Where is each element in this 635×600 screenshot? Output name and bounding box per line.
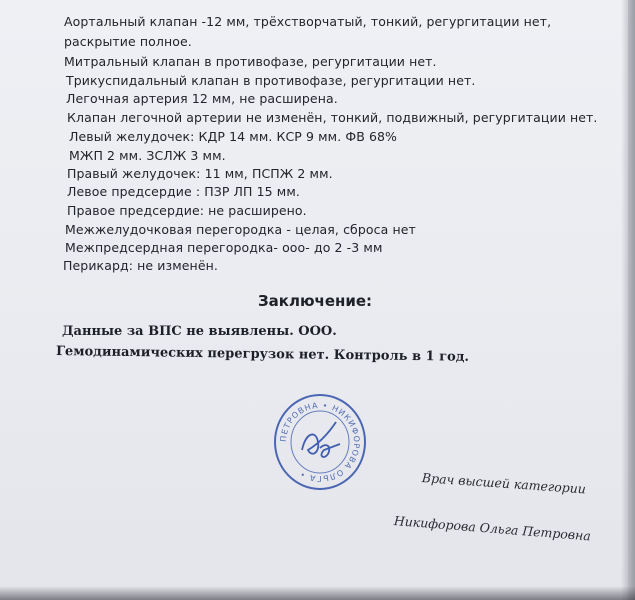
report-line: Клапан легочной артерии не изменён, тонкий, подвижный, регургитации нет.: [67, 110, 598, 125]
report-line: Митральный клапан в противофазе, регургитации нет.: [64, 54, 437, 69]
page-edge-shadow: [621, 0, 635, 600]
doctor-title: Врач высшей категории: [421, 470, 587, 497]
report-line: МЖП 2 мм. ЗСЛЖ 3 мм.: [69, 148, 226, 163]
bottom-shadow: [0, 586, 635, 600]
report-line: Правое предсердие: не расширено.: [67, 203, 307, 218]
stamp-text: ПЕТРОВНА • НИКИФОРОВА ОЛЬГА •: [278, 400, 362, 484]
report-line: Аортальный клапан -12 мм, трёхстворчатый, тонкий, регургитации нет,: [64, 14, 552, 29]
report-line: Легочная артерия 12 мм, не расширена.: [66, 91, 338, 106]
report-line: Левое предсердие : ПЗР ЛП 15 мм.: [67, 184, 300, 199]
report-line: Правый желудочек: 11 мм, ПСПЖ 2 мм.: [67, 166, 333, 181]
report-line: Межпредсердная перегородка- ооо- до 2 -3 мм: [65, 240, 383, 255]
doctor-name: Никифорова Ольга Петровна: [393, 513, 592, 544]
report-line: Межжелудочковая перегородка - целая, сброса нет: [65, 222, 416, 237]
conclusion-heading: Заключение:: [258, 292, 373, 310]
report-line: Перикард: не изменён.: [63, 258, 218, 273]
doctor-seal-stamp: [272, 392, 368, 492]
report-line: Трикуспидальный клапан в противофазе, регургитации нет.: [66, 73, 476, 88]
signature-scribble: [302, 422, 340, 457]
report-line: раскрытие полное.: [64, 34, 192, 49]
conclusion-line: Данные за ВПС не выявлены. ООО.: [62, 324, 337, 339]
conclusion-line: Гемодинамических перегрузок нет. Контроль в 1 год.: [55, 344, 470, 365]
report-line: Левый желудочек: КДР 14 мм. КСР 9 мм. ФВ 68%: [69, 129, 398, 144]
